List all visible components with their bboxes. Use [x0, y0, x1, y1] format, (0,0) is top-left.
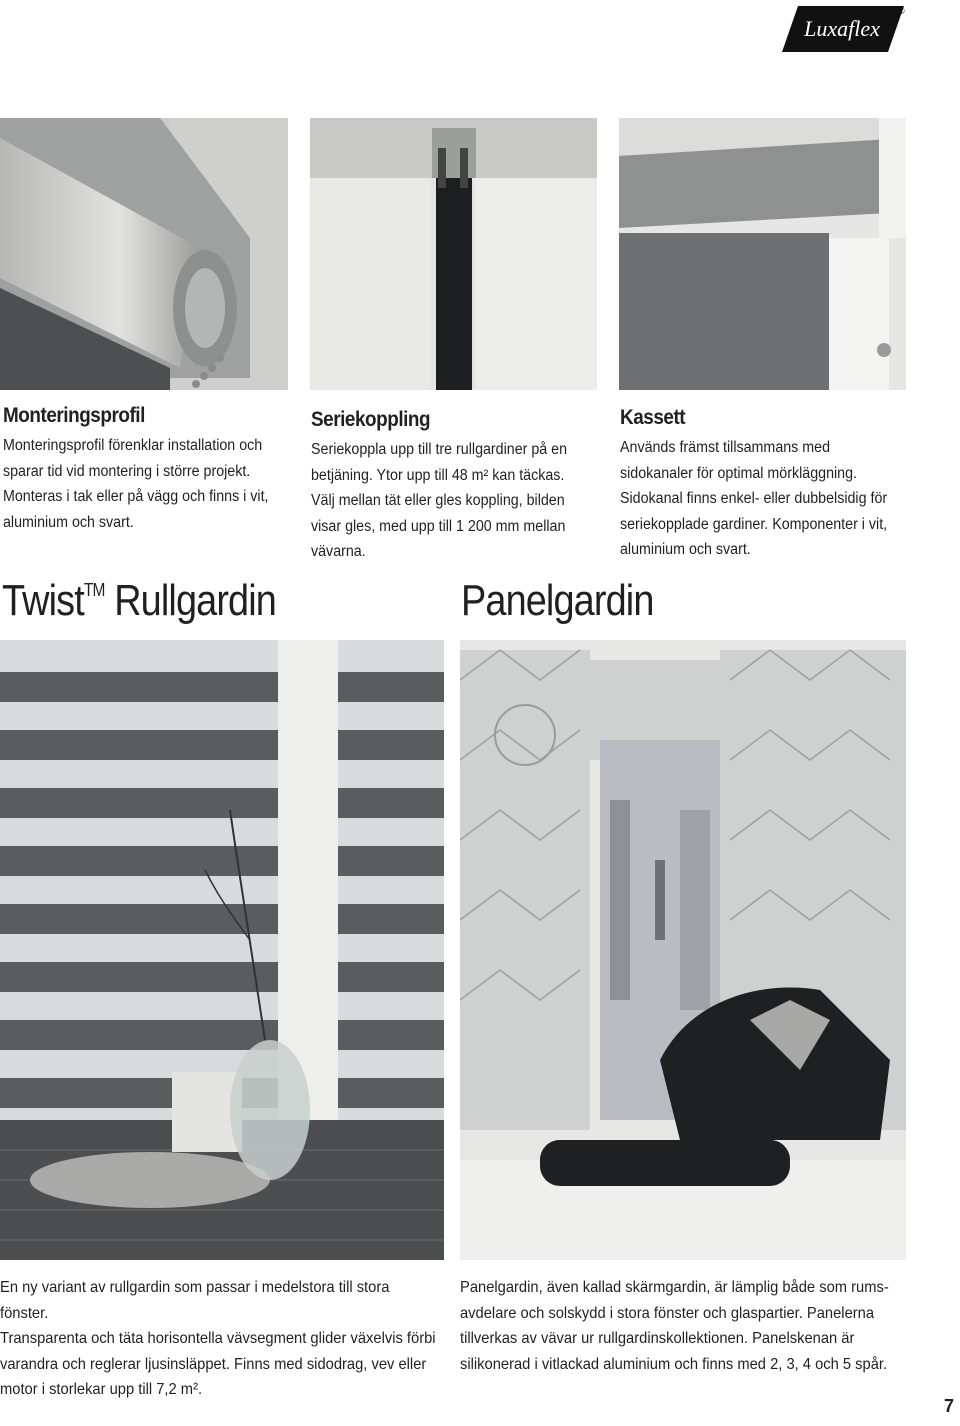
- kassett-text: Används främst tillsammans med sidokanaler för optimal mörkläggning. Sidokanal finns enkel- eller dubbelsidig för seriekopplade gardiner. Komponenter i vit, aluminium och svart.: [620, 439, 888, 558]
- section-seriekoppling: [311, 408, 601, 565]
- seriekoppling-photo: [310, 118, 597, 390]
- kassett-heading: Kassett: [620, 406, 686, 429]
- seriekoppling-heading: Seriekoppling: [311, 408, 431, 431]
- logo-wordmark: Luxaflex: [804, 16, 880, 41]
- twist-rullgardin-photo: [0, 640, 444, 1260]
- svg-text:®: ®: [898, 6, 905, 16]
- section-kassett: [620, 406, 910, 563]
- panelgardin-photo: [460, 640, 906, 1260]
- luxaflex-logo: [780, 2, 906, 54]
- twist-description: En ny variant av rullgardin som passar i medelstora till stora fönster. Transparenta och täta horisontella vävsegment glider växelvis förbi varandra och reglerar ljusinsläppet. Finns med sidodrag, vev eller motor i storlekar upp till 7,2 m².: [0, 1279, 436, 1398]
- page-number: 7: [943, 1396, 954, 1416]
- monteringsprofil-text: Monteringsprofil förenklar installation och sparar tid vid montering i större projekt. Monteras i tak eller på vägg och finns i vit, aluminium och svart.: [3, 437, 269, 531]
- monteringsprofil-heading: Monteringsprofil: [3, 404, 145, 427]
- seriekoppling-text: Seriekoppla upp till tre rullgardiner på en betjäning. Ytor upp till 48 m² kan täckas. Välj mellan tät eller gles koppling, bilden visar gles, med upp till 1 200 mm mellan vävarna.: [311, 441, 568, 560]
- panelgardin-title: Panelgardin: [461, 576, 654, 625]
- twist-title: Twist™ Rullgardin: [2, 576, 276, 625]
- panelgardin-description: Panelgardin, även kallad skärmgardin, är lämplig både som rums- avdelare och solskydd i stora fönster och glaspartier. Panelerna tillverkas av vävar ur rullgardinskollektionen. Panelskenan är silikonerad i vitlackad aluminium och finns med 2, 3, 4 och 5 spår.: [460, 1279, 889, 1373]
- kassett-photo: [619, 118, 906, 390]
- monteringsprofil-photo: [0, 118, 288, 390]
- section-monteringsprofil: [3, 404, 293, 535]
- trademark: TM: [83, 580, 105, 600]
